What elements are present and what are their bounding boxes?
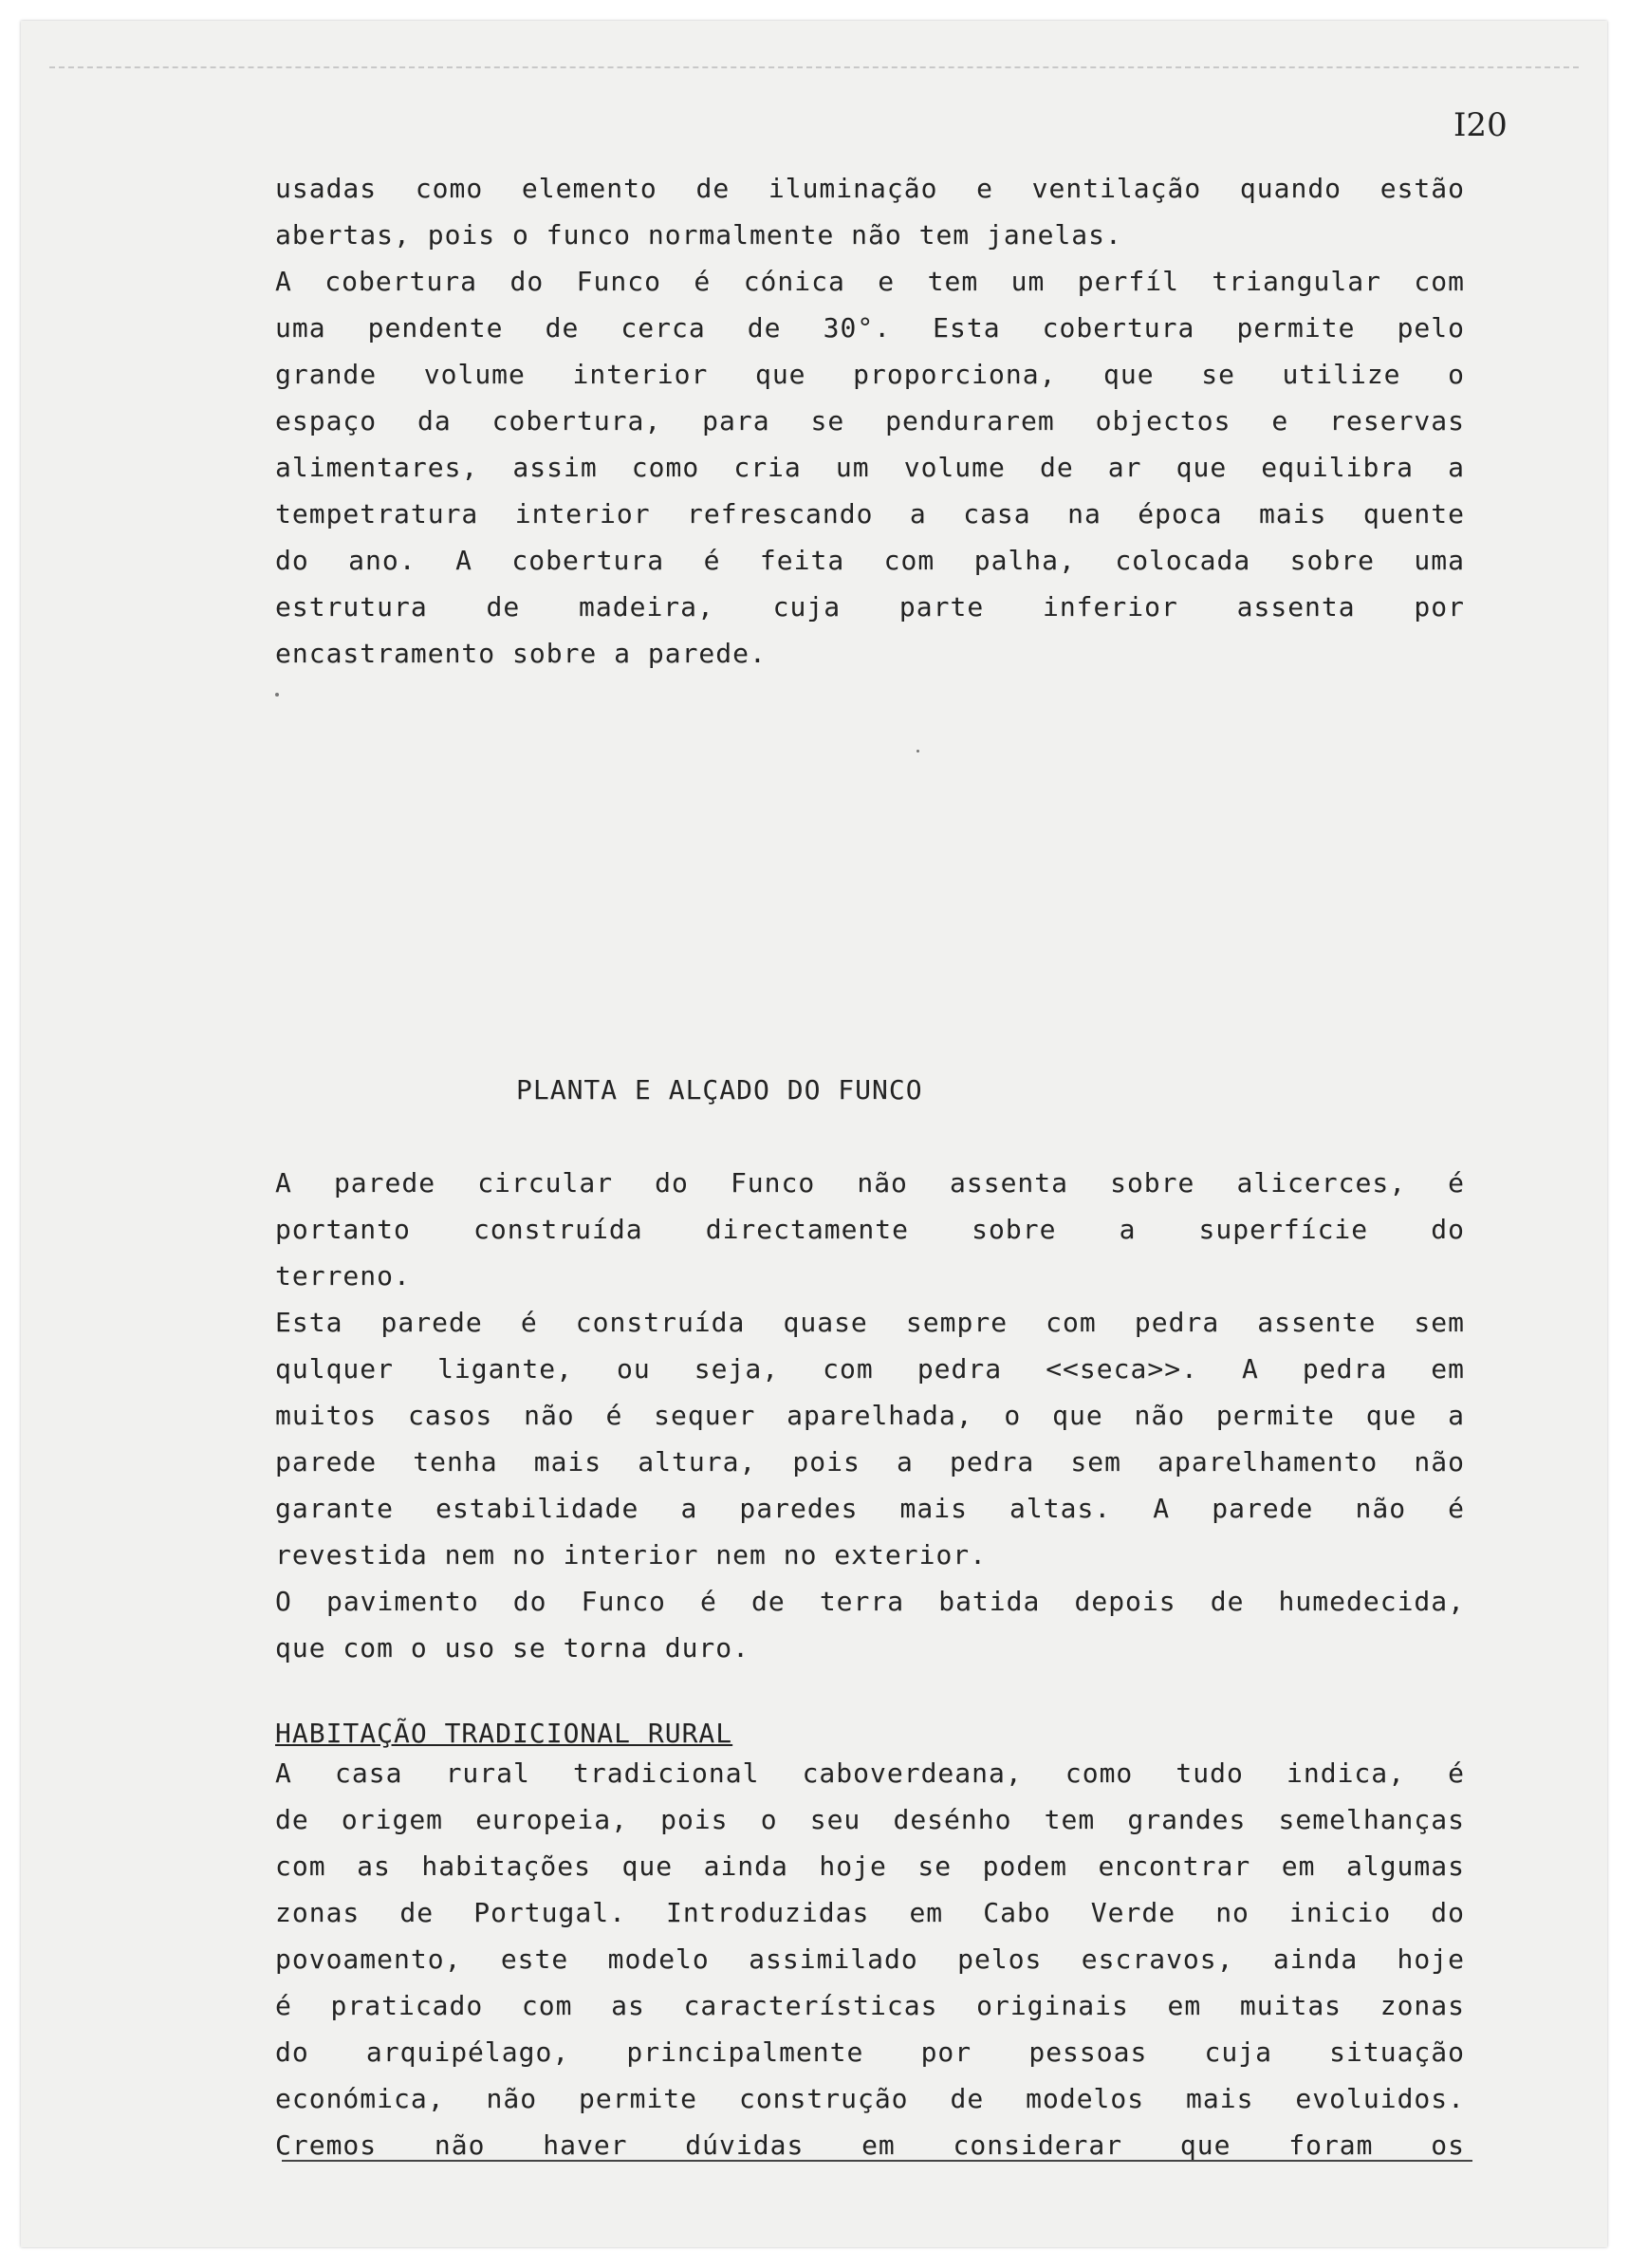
text-line: Esta parede é construída quase sempre com pedra assente sem <box>275 1307 1465 1338</box>
section-subheading: HABITAÇÃO TRADICIONAL RURAL <box>275 1718 733 1749</box>
text-line: estrutura de madeira, cuja parte inferior assenta por <box>275 591 1465 623</box>
page-number: I20 <box>1453 106 1508 144</box>
text-line: tempetratura interior refrescando a casa na época mais quente <box>275 498 1465 530</box>
top-border-rule <box>49 66 1579 68</box>
text-line: zonas de Portugal. Introduzidas em Cabo Verde no inicio do <box>275 1897 1465 1928</box>
text-line: terreno. <box>275 1260 411 1292</box>
text-line: grande volume interior que proporciona, que se utilize o <box>275 359 1465 390</box>
text-line: uma pendente de cerca de 30°. Esta cobertura permite pelo <box>275 312 1465 344</box>
text-line: A parede circular do Funco não assenta sobre alicerces, é <box>275 1167 1465 1199</box>
text-line: com as habitações que ainda hoje se podem encontrar em algumas <box>275 1850 1465 1882</box>
paragraph-parede <box>275 1160 1465 1671</box>
text-line: é praticado com as características originais em muitas zonas <box>275 1990 1465 2021</box>
text-line: portanto construída directamente sobre a superfície do <box>275 1214 1465 1245</box>
text-line: revestida nem no interior nem no exterior. <box>275 1539 988 1571</box>
paragraph-habitacao <box>275 1750 1465 2168</box>
ink-speck <box>275 693 279 697</box>
text-line: alimentares, assim como cria um volume de ar que equilibra a <box>275 452 1465 483</box>
text-line: O pavimento do Funco é de terra batida depois de humedecida, <box>275 1586 1465 1617</box>
text-line: abertas, pois o funco normalmente não tem janelas. <box>275 219 1122 251</box>
text-line: do arquipélago, principalmente por pessoas cuja situação <box>275 2036 1465 2068</box>
paragraph-funco-cobertura <box>275 165 1465 677</box>
text-line: do ano. A cobertura é feita com palha, colocada sobre uma <box>275 545 1465 576</box>
text-line: garante estabilidade a paredes mais altas. A parede não é <box>275 1493 1465 1524</box>
text-line: que com o uso se torna duro. <box>275 1632 750 1664</box>
document-page <box>21 21 1607 2247</box>
bottom-hand-drawn-line <box>282 2160 1472 2162</box>
text-line: de origem europeia, pois o seu desénho tem grandes semelhanças <box>275 1804 1465 1835</box>
text-line: encastramento sobre a parede. <box>275 638 767 669</box>
text-line: parede tenha mais altura, pois a pedra sem aparelhamento não <box>275 1446 1465 1478</box>
text-line: qulquer ligante, ou seja, com pedra <<seca>>. A pedra em <box>275 1353 1465 1385</box>
text-line: muitos casos não é sequer aparelhada, o que não permite que a <box>275 1400 1465 1431</box>
text-line: A cobertura do Funco é cónica e tem um perfíl triangular com <box>275 266 1465 297</box>
text-line: espaço da cobertura, para se pendurarem objectos e reservas <box>275 405 1465 437</box>
text-line: usadas como elemento de iluminação e ventilação quando estão <box>275 173 1465 204</box>
text-line: económica, não permite construção de modelos mais evoluidos. <box>275 2083 1465 2114</box>
text-line: Cremos não haver dúvidas em considerar que foram os <box>275 2129 1465 2161</box>
ink-speck <box>916 750 919 753</box>
text-line: A casa rural tradicional caboverdeana, como tudo indica, é <box>275 1757 1465 1789</box>
text-line: povoamento, este modelo assimilado pelos escravos, ainda hoje <box>275 1943 1465 1975</box>
section-heading: PLANTA E ALÇADO DO FUNCO <box>516 1074 923 1106</box>
